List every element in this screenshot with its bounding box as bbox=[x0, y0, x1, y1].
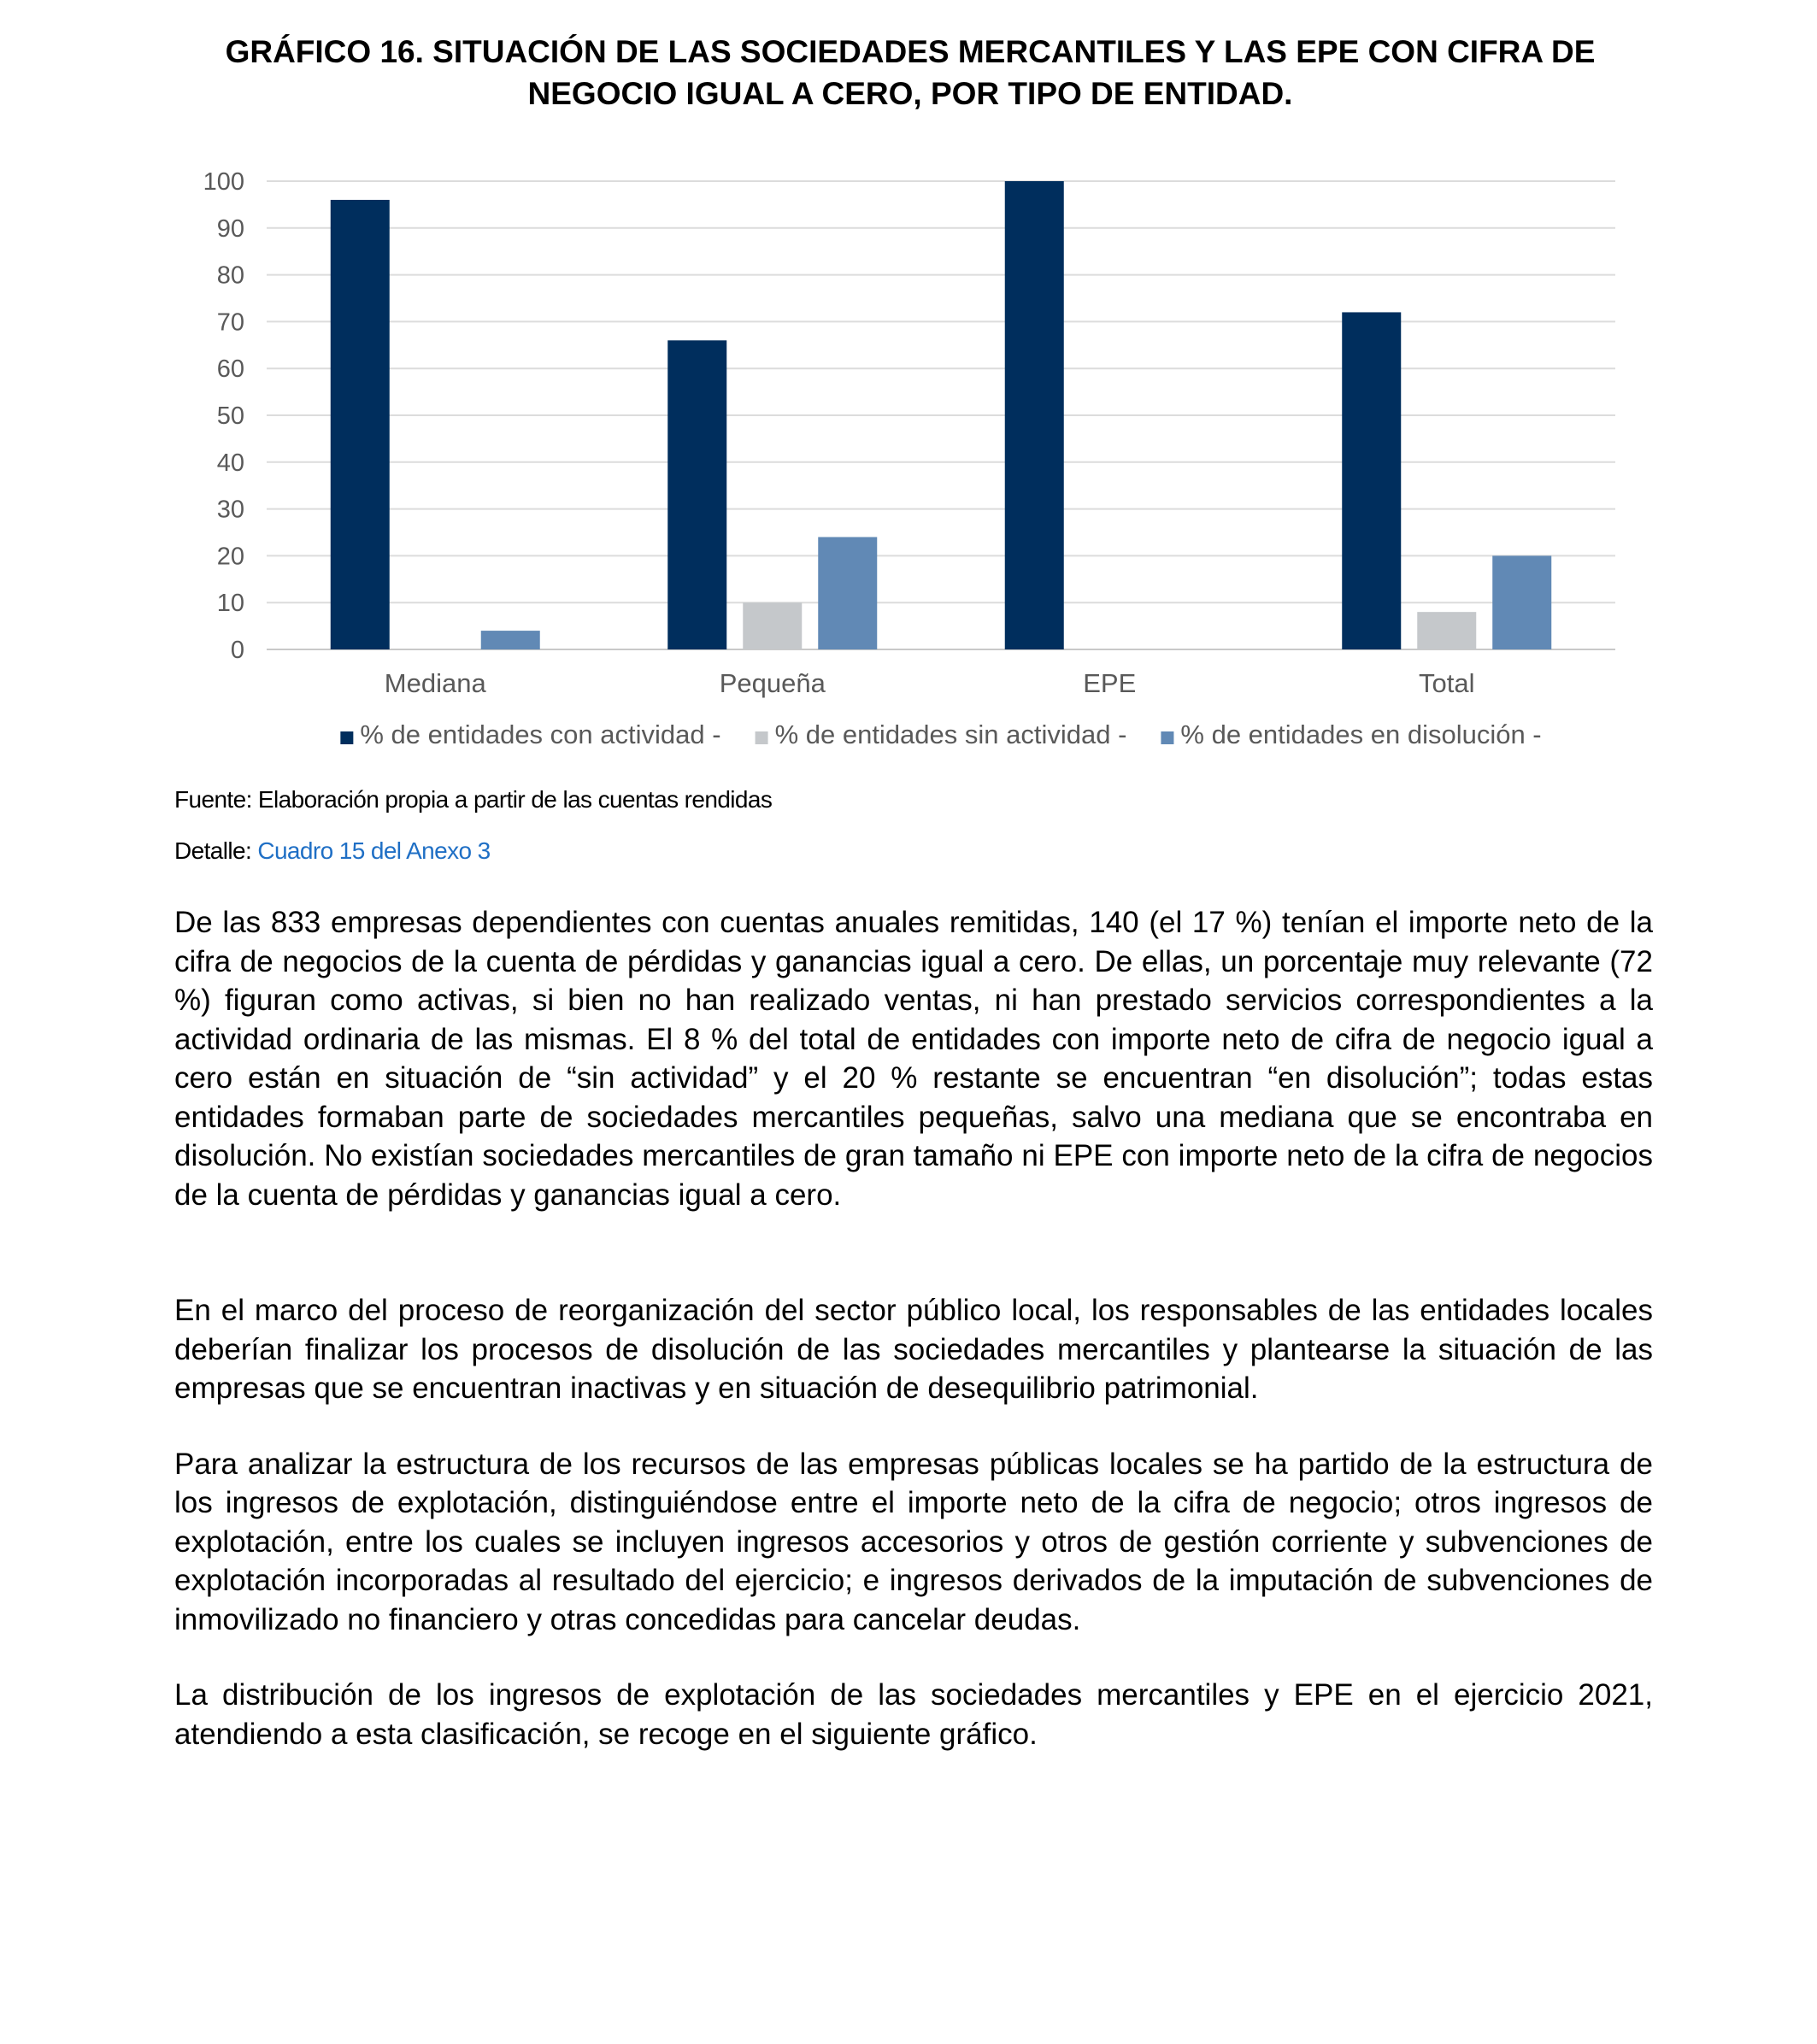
x-tick-label: EPE bbox=[1083, 668, 1137, 698]
legend-label: % de entidades en disolución - bbox=[1180, 720, 1542, 749]
bar-chart bbox=[0, 0, 1817, 769]
bar bbox=[1417, 612, 1476, 649]
x-tick-label: Total bbox=[1419, 668, 1475, 698]
y-tick-label: 70 bbox=[216, 308, 244, 337]
bar bbox=[1342, 312, 1401, 649]
legend-swatch bbox=[756, 731, 768, 744]
detail-note bbox=[174, 837, 491, 865]
paragraph-4: La distribución de los ingresos de explotación de las sociedades mercantiles y EPE en el ejercicio 2021, atendiendo a esta clasificación, se recoge en el siguiente gráfico. bbox=[174, 1678, 1653, 1751]
y-tick-label: 10 bbox=[216, 590, 244, 618]
paragraph-1: De las 833 empresas dependientes con cuentas anuales remitidas, 140 (el 17 %) tenían el importe neto de la cifra de negocios de la cuenta de pérdidas y ganancias igual a cero. De ellas, un porcentaje muy relevante (72 %) figuran como activas, si bien no han realizado ventas, ni han prestado servicios correspondientes a la actividad ordinaria de las mismas. El 8 % del total de entidades con importe neto de cifra de negocio igual a cero están en situación de “sin actividad” y el 20 % restante se encuentran “en disolución”; todas estas entidades formaban parte de sociedades mercantiles pequeñas, salvo una mediana que se encontraba en disolución. No existían sociedades mercantiles de gran tamaño ni EPE con importe neto de la cifra de negocios de la cuenta de pérdidas y ganancias igual a cero. bbox=[174, 906, 1653, 1212]
legend-swatch bbox=[1161, 731, 1173, 744]
y-tick-label: 20 bbox=[216, 543, 244, 571]
legend-swatch bbox=[340, 731, 353, 744]
y-tick-label: 0 bbox=[230, 637, 244, 664]
paragraph-2: En el marco del proceso de reorganización del sector público local, los responsables de las entidades locales deberían finalizar los procesos de disolución de las sociedades mercantiles y plantearse la situación de las empresas que se encuentran inactivas y en situación de desequilibrio patrimonial. bbox=[174, 1294, 1653, 1405]
bar bbox=[331, 200, 390, 649]
figure-title-line-2: NEGOCIO IGUAL A CERO, POR TIPO DE ENTIDAD. bbox=[527, 76, 1293, 111]
legend-label: % de entidades sin actividad - bbox=[774, 720, 1127, 749]
y-tick-label: 60 bbox=[216, 355, 244, 384]
x-tick-label: Mediana bbox=[384, 668, 486, 698]
bar bbox=[818, 537, 877, 649]
bar bbox=[667, 340, 726, 649]
y-tick-label: 100 bbox=[203, 168, 244, 196]
y-tick-label: 40 bbox=[216, 449, 244, 477]
source-note: Fuente: Elaboración propia a partir de las cuentas rendidas bbox=[174, 786, 773, 813]
y-tick-label: 90 bbox=[216, 214, 244, 243]
bar bbox=[1005, 181, 1064, 649]
body-text bbox=[174, 903, 1653, 1790]
legend-label: % de entidades con actividad - bbox=[360, 720, 721, 749]
bar bbox=[481, 631, 540, 649]
paragraph-3: Para analizar la estructura de los recursos de las empresas públicas locales se ha partido de la estructura de los ingresos de explotación, distinguiéndose entre el importe neto de la cifra de negocio; otros ingresos de explotación, entre los cuales se incluyen ingresos accesorios y otros de gestión corriente y subvenciones de explotación incorporadas al resultado del ejercicio; e ingresos derivados de la imputación de subvenciones de inmovilizado no financiero y otras concedidas para cancelar deudas. bbox=[174, 1447, 1653, 1636]
bar bbox=[1492, 555, 1551, 649]
detail-label: Detalle: bbox=[174, 837, 258, 864]
y-tick-label: 30 bbox=[216, 496, 244, 524]
y-tick-label: 80 bbox=[216, 261, 244, 290]
x-tick-label: Pequeña bbox=[719, 668, 826, 698]
detail-link[interactable]: Cuadro 15 del Anexo 3 bbox=[257, 837, 491, 864]
figure-title-line-1: GRÁFICO 16. SITUACIÓN DE LAS SOCIEDADES MERCANTILES Y LAS EPE CON CIFRA DE bbox=[225, 34, 1596, 69]
y-tick-label: 50 bbox=[216, 402, 244, 430]
bar bbox=[743, 602, 802, 649]
